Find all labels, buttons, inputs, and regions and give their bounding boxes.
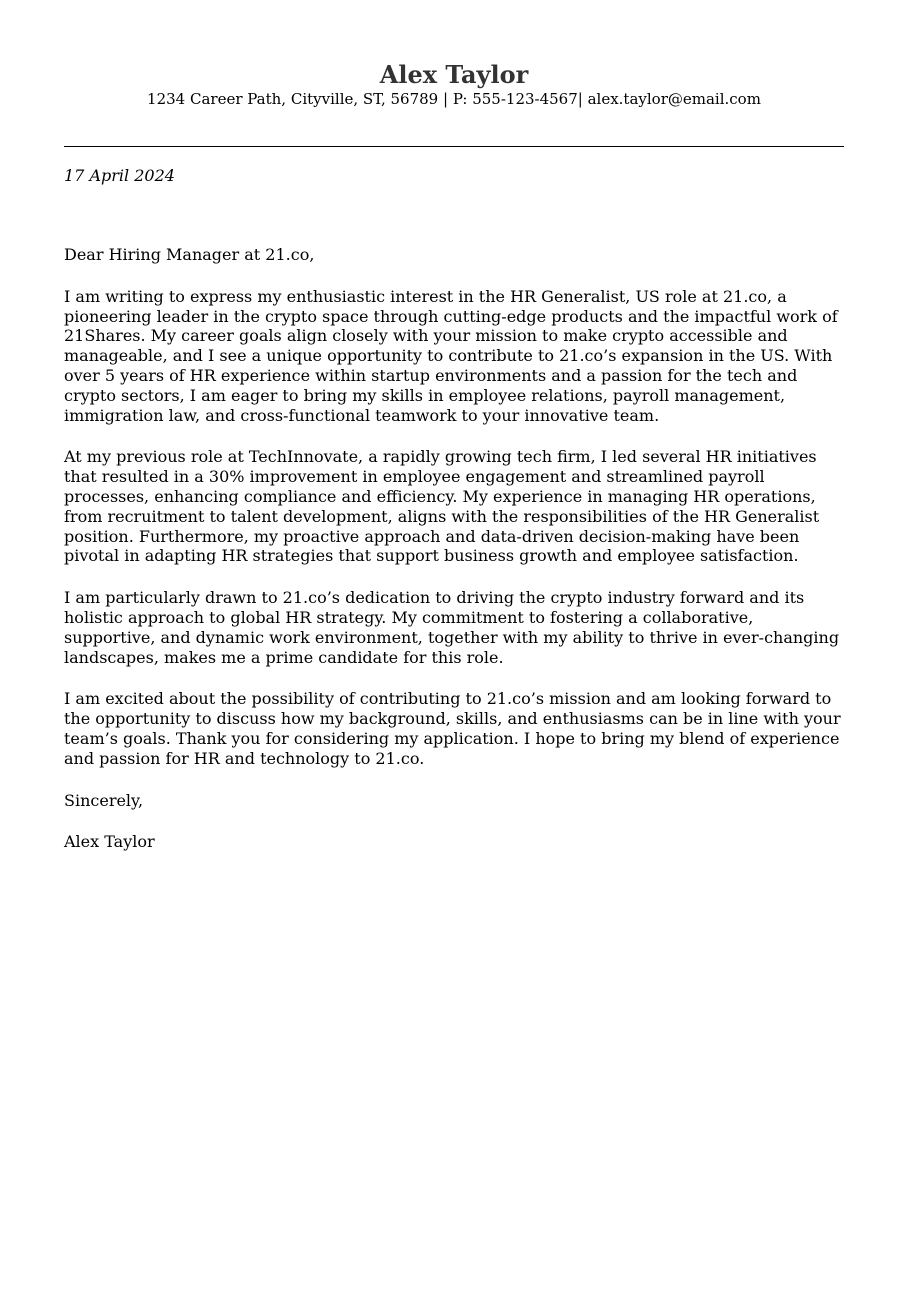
letter-page — [64, 0, 844, 852]
body-paragraph-2: At my previous role at TechInnovate, a rapidly growing tech firm, I led several HR initiatives that resulted in a 30% improvement in employee engagement and streamlined payroll processes, enhancing compliance and efficiency. My experience in managing HR operations, from recruitment to talent development, aligns with the responsibilities of the HR Generalist position. Furthermore, my proactive approach and data-driven decision-making have been pivotal in adapting HR strategies that support business growth and employee satisfaction. — [64, 447, 820, 566]
letter-date: 17 April 2024 — [64, 166, 175, 185]
sender-contact-line: 1234 Career Path, Cityville, ST, 56789 | P: 555-123-4567| alex.taylor@email.com — [147, 90, 761, 108]
header-divider — [64, 146, 844, 147]
salutation: Dear Hiring Manager at 21.co, — [64, 245, 315, 264]
closing: Sincerely, — [64, 790, 144, 810]
body-paragraph-4: I am excited about the possibility of contributing to 21.co’s mission and am looking forward to the opportunity to discuss how my background, skills, and enthusiasms can be in line with your team’s goals. Thank you for considering my application. I hope to bring my blend of experience and passion for HR and technology to 21.co. — [64, 689, 841, 768]
signature: Alex Taylor — [64, 832, 155, 852]
body-paragraph-3: I am particularly drawn to 21.co’s dedication to driving the crypto industry forward and its holistic approach to global HR strategy. My commitment to fostering a collaborative, supportive, and dynamic work environment, together with my ability to thrive in ever-changing landscapes, makes me a prime candidate for this role. — [64, 588, 840, 667]
body-paragraph-1: I am writing to express my enthusiastic interest in the HR Generalist, US role at 21.co, a pioneering leader in the crypto space through cutting-edge products and the impactful work of 21Shares. My career goals align closely with your mission to make crypto accessible and manageable, and I see a unique opportunity to contribute to 21.co’s expansion in the US. With over 5 years of HR experience within startup environments and a passion for the tech and crypto sectors, I am eager to bring my skills in employee relations, payroll management, immigration law, and cross-functional teamwork to your innovative team. — [64, 286, 838, 425]
letter-header — [64, 0, 844, 109]
letter-body — [64, 245, 844, 874]
sender-name: Alex Taylor — [379, 60, 529, 89]
